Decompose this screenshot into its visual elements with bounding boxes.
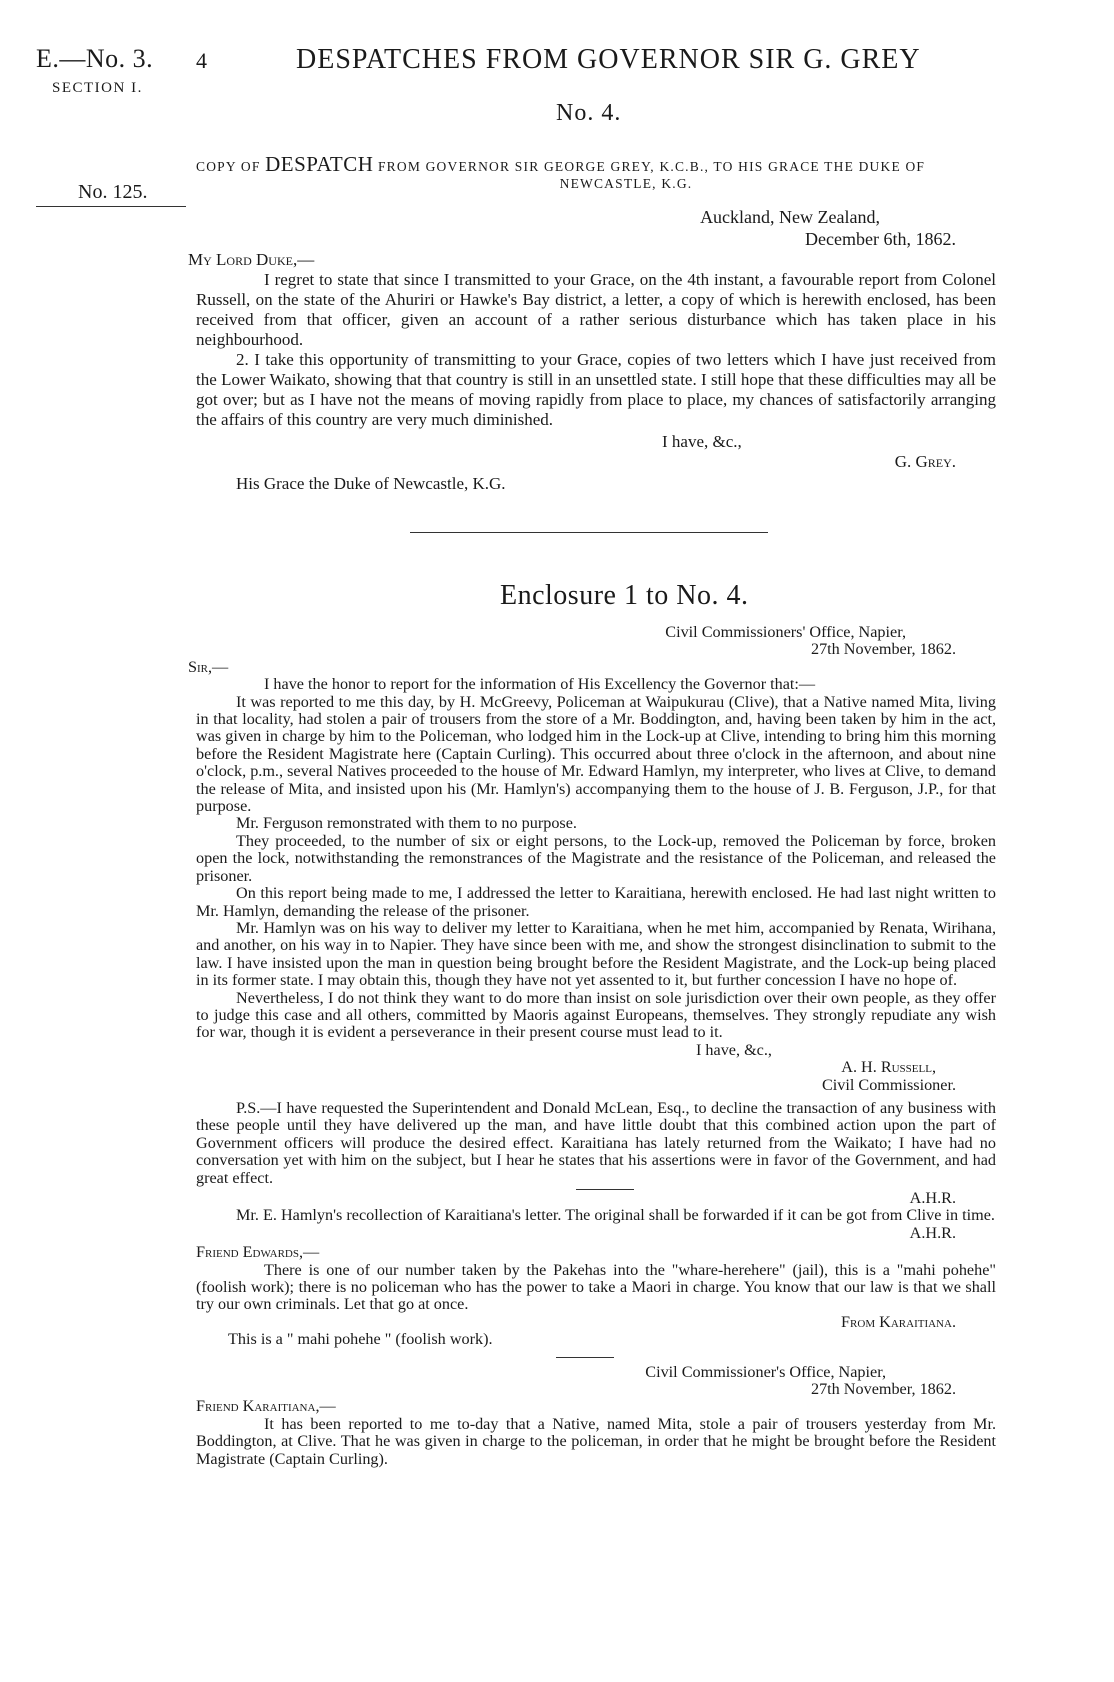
- enclosure-paragraph: Mr. Ferguson remonstrated with them to no purpose.: [236, 814, 577, 833]
- karaitiana-letter: It has been reported to me to-day that a Native, named Mita, stole a pair of trousers yesterday from Mr. Boddington, at Clive. That he was given in charge to the policeman, in order that he might be brought before the Resident Magistrate (Captain Curling).: [196, 1414, 996, 1468]
- despatch-signature: G. Grey.: [894, 452, 956, 471]
- letter-office: Civil Commissioner's Office, Napier,: [645, 1362, 886, 1381]
- despatch-body: [188, 206, 996, 494]
- postscript: P.S.—I have requested the Superintendent and Donald McLean, Esq., to decline the transaction of any business with these people until they have delivered up the man, and have little doubt that this combined action upon the part of Government officers will produce the desired effect. Karaitiana has lately returned from the Waikato; I have had no conversation yet with him on the subject, but I hear he states that his assertions were in favor of the Government, and had great effect.: [196, 1098, 996, 1187]
- initials-2: A.H.R.: [909, 1223, 956, 1242]
- friend-karaitiana-salutation: Friend Karaitiana,—: [196, 1397, 336, 1416]
- enclosure-signature-title: Civil Commissioner.: [821, 1075, 956, 1094]
- enclosure-paragraph: They proceeded, to the number of six or eight persons, to the Lock-up, removed the Policeman by force, broken open the lock, notwithstanding the remonstrances of the Magistrate and the resistance of the Policeman, and released the prisoner.: [196, 831, 996, 885]
- enclosure-body: [188, 623, 996, 1468]
- despatch-paragraph-1: I regret to state that since I transmitted to your Grace, on the 4th instant, a favourable report from Colonel Russell, on the state of the Ahuriri or Hawke's Bay district, a letter, a copy of which is herewith enclosed, has been received from that officer, given an account of a rather serious disturbance which has taken place in his neighbourhood.: [196, 270, 996, 349]
- despatch-salutation: My Lord Duke,—: [188, 250, 315, 269]
- despatch-number: No. 4.: [556, 100, 622, 126]
- letter-divider: [556, 1357, 614, 1358]
- caption-line-2: NEWCASTLE, K.G.: [559, 176, 693, 191]
- page-title: DESPATCHES FROM GOVERNOR SIR G. GREY: [296, 44, 921, 75]
- caption-main: DESPATCH: [265, 152, 374, 176]
- mahi-pohehe-note: This is a " mahi pohehe " (foolish work).: [228, 1330, 493, 1349]
- caption-prefix: COPY OF: [196, 159, 261, 174]
- section-label: SECTION I.: [52, 80, 143, 96]
- despatch-paragraph-2: 2. I take this opportunity of transmitting to your Grace, copies of two letters which I have just received from the Lower Waikato, showing that that country is still in an unsettled state. I still hope that these difficulties may all be got over; but as I have not the means of moving rapidly from place to place, my chances of satisfactorily arranging the affairs of this country are very much diminished.: [196, 350, 996, 429]
- enclosure-date: 27th November, 1862.: [810, 640, 956, 659]
- enclosure-office: Civil Commissioners' Office, Napier,: [665, 623, 906, 641]
- enclosure-signature: A. H. Russell,: [841, 1058, 936, 1077]
- side-number: No. 125.: [78, 181, 148, 203]
- enclosure-paragraph: I have the honor to report for the information of His Excellency the Governor that:—: [264, 675, 816, 694]
- enclosure-paragraph: Mr. Hamlyn was on his way to deliver my letter to Karaitiana, when he met him, accompanied by Renata, Wirihana, and another, on his way in to Napier. They have since been with me, and show the strongest disinclination to submit to the law. I have insisted upon the man in question being brought before the Resident Magistrate, and the Lock-up being placed in its former state. I may obtain this, though they have not yet assented to it, but further concession I have no hope of.: [196, 918, 996, 990]
- letter-date: 27th November, 1862.: [810, 1380, 956, 1399]
- document-reference: E.—No. 3.: [36, 44, 154, 73]
- enclosure-paragraph: On this report being made to me, I addressed the letter to Karaitiana, herewith enclosed. He had last night written to Mr. Hamlyn, demanding the release of the prisoner.: [196, 884, 996, 920]
- recollection-note: Mr. E. Hamlyn's recollection of Karaitiana's letter. The original shall be forwarded if it can be got from Clive in time.: [236, 1206, 995, 1225]
- section-divider: [410, 532, 768, 533]
- page-number: 4: [196, 48, 207, 73]
- enclosure-paragraph: Nevertheless, I do not think they want to do more than insist on sole jurisdiction over their own people, as they offer to judge this case and all others, committed by Maoris against Europeans, themselves. They strongly repudiate any wish for war, though it is evident a perseverance in their present course must lead to it.: [196, 988, 996, 1042]
- enclosure-closing: I have, &c.,: [696, 1040, 772, 1059]
- despatch-addressee: His Grace the Duke of Newcastle, K.G.: [236, 474, 506, 493]
- friend-edwards-salutation: Friend Edwards,—: [196, 1243, 320, 1262]
- enclosure-paragraph: It was reported to me this day, by H. McGreevy, Policeman at Waipukurau (Clive), that a Native named Mita, living in that locality, had stolen a pair of trousers from the store of a Mr. Boddington, and, having been taken by him in the act, was given in charge by him to the Policeman, who lodged him in the Lock-up at Clive, intending to bring him this morning before the Resident Magistrate here (Captain Curling). This occurred about three o'clock in the afternoon, and about nine o'clock, p.m., several Natives proceeded to the house of Mr. Edward Hamlyn, my interpreter, who lives at Clive, to demand the release of Mita, and insisted upon his (Mr. Hamlyn's) accompanying them to the house of J. B. Ferguson, J.P., for that purpose.: [196, 692, 996, 816]
- despatch-place: Auckland, New Zealand,: [700, 207, 880, 227]
- side-divider: [36, 206, 186, 207]
- despatch-caption: [196, 152, 1056, 179]
- despatch-date: December 6th, 1862.: [805, 229, 956, 249]
- despatch-closing: I have, &c.,: [662, 432, 742, 451]
- enclosure-title: Enclosure 1 to No. 4.: [500, 580, 749, 611]
- edwards-letter: There is one of our number taken by the Pakehas into the "whare-herehere" (jail), this is a "mahi pohehe" (foolish work); there is no policeman who has the power to take a Maori in charge. You know that our law is that we shall try our own criminals. Let that go at once.: [196, 1260, 996, 1314]
- caption-rest: FROM GOVERNOR SIR GEORGE GREY, K.C.B., TO HIS GRACE THE DUKE OF: [377, 159, 926, 174]
- from-karaitiana: From Karaitiana.: [841, 1312, 956, 1331]
- enclosure-salutation: Sir,—: [188, 657, 229, 676]
- initials-1: A.H.R.: [909, 1189, 956, 1207]
